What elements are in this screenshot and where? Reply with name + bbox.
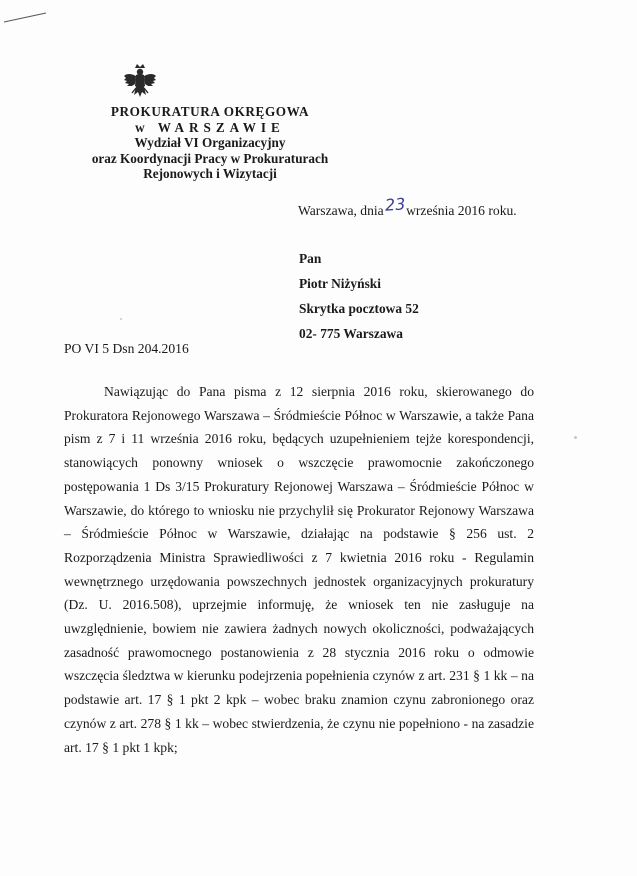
date-suffix: września 2016 roku. (406, 203, 517, 218)
pen-stroke-mark (2, 10, 48, 24)
org-name: PROKURATURA OKRĘGOWA (110, 104, 310, 119)
polish-eagle-emblem-icon (122, 62, 158, 102)
addressee-name: Piotr Niżyński (299, 276, 381, 291)
scan-speck (120, 318, 122, 320)
case-reference: PO VI 5 Dsn 204.2016 (64, 341, 189, 356)
body-paragraph: Nawiązując do Pana pisma z 12 sierpnia 2016 roku, skierowanego do Prokuratora Rejonowego Warszawa – Śródmieście Północ w Warszawie, a także Pana pism z 7 i 11 września 2016 roku, będących uzupełnieniem tejże korespondencji, stanowiących ponowny wniosek o wszczęcie prawomocnie zakończonego postępowania 1 Ds 3/15 Prokuratury Rejonowej Warszawa – Śródmieście Północ w Warszawie, do którego to wniosku nie przychylił się Prokurator Rejonowy Warszawa – Śródmieście Północ w Warszawie, działając na podstawie § 256 ust. 2 Rozporządzenia Ministra Sprawiedliwości z 7 kwietnia 2016 roku - Regulamin wewnętrznego urzędowania powszechnych jednostek organizacyjnych prokuratury (Dz. U. 2016.508), uprzejmie informuję, że wniosek ten nie zasługuje na uwzględnienie, bowiem nie zawiera żadnych nowych okoliczności, podważających zasadność prawomocnego postanowienia z 28 stycznia 2016 roku o odmowie wszczęcia śledztwa w kierunku podejrzenia popełnienia czynów z art. 231 § 1 kk – na podstawie art. 17 § 1 pkt 2 kpk – wobec braku znamion czynu zabronionego oraz czynów z art. 278 § 1 kk – wobec stwierdzenia, że czynu nie popełniono - na zasadzie art. 17 § 1 pkt 1 kpk; (64, 384, 534, 755)
date-prefix: Warszawa, dnia (298, 203, 384, 218)
addressee-city: 02- 775 Warszawa (299, 326, 403, 341)
date-line (298, 194, 517, 219)
addressee-box: Skrytka pocztowa 52 (299, 301, 419, 316)
dept-line-3: Rejonowych i Wizytacji (143, 166, 277, 181)
org-city: w WARSZAWIE (135, 119, 285, 135)
handwritten-day: 23 (384, 194, 406, 215)
dept-line-2: oraz Koordynacji Pracy w Prokuraturach (91, 150, 329, 166)
office-header (60, 104, 360, 182)
addressee-salutation: Pan (299, 251, 322, 266)
addressee-block (299, 246, 419, 346)
dept-line-1: Wydział VI Organizacyjny (134, 135, 286, 150)
scan-speck (574, 436, 577, 439)
